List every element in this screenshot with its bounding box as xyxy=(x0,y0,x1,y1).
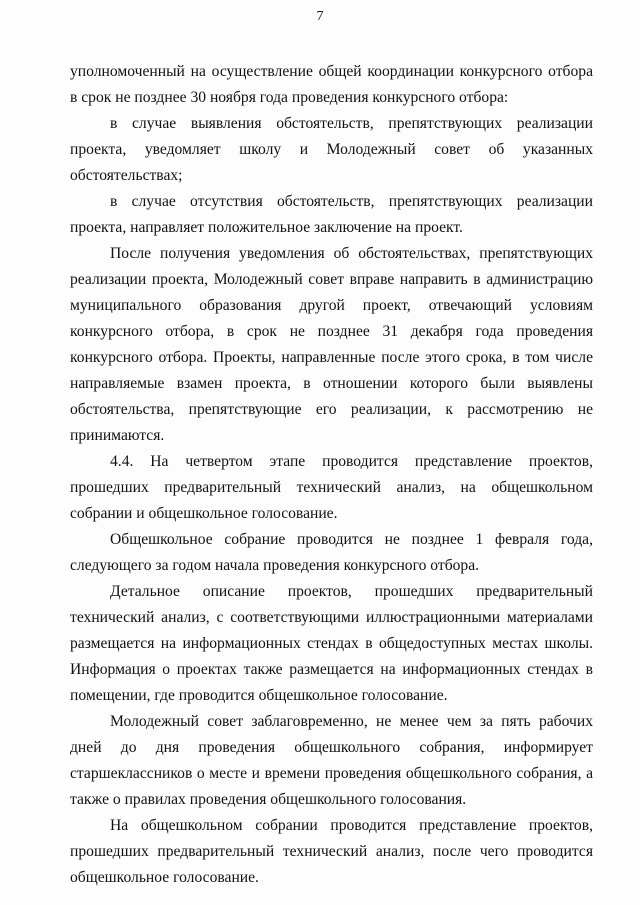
paragraph: в случае отсутствия обстоятельств, препятствующих реализации проекта, направляет положительное заключение на проект. xyxy=(70,193,593,236)
paragraph: После получения уведомления об обстоятельствах, препятствующих реализации проекта, Молодежный совет вправе направить в администрацию муниципального образования другой проект, отвечающий условиям конкурсного отбора, в срок не позднее 31 декабря года проведения конкурсного отбора. Проекты, направленные после этого срока, в том числе направляемые взамен проекта, в отношении которого были выявлены обстоятельства, препятствующие его реализации, к рассмотрению не принимаются. xyxy=(70,245,593,444)
page-number: 7 xyxy=(316,9,324,24)
paragraph: Молодежный совет заблаговременно, не менее чем за пять рабочих дней до дня проведения общешкольного собрания, информирует старшеклассников о месте и времени проведения общешкольного собрания, а также о правилах проведения общешкольного голосования. xyxy=(70,713,593,808)
paragraph: в случае выявления обстоятельств, препятствующих реализации проекта, уведомляет школу и Молодежный совет об указанных обстоятельствах; xyxy=(70,115,593,184)
paragraph: уполномоченный на осуществление общей координации конкурсного отбора в срок не позднее 30 ноября года проведения конкурсного отбора: xyxy=(70,63,593,106)
document-body xyxy=(70,59,593,891)
paragraph: На общешкольном собрании проводится представление проектов, прошедших предварительный технический анализ, после чего проводится общешкольное голосование. xyxy=(70,817,593,886)
section-paragraph-4-4: 4.4. На четвертом этапе проводится представление проектов, прошедших предварительный технический анализ, на общешкольном собрании и общешкольное голосование. xyxy=(70,453,593,522)
paragraph: Детальное описание проектов, прошедших предварительный технический анализ, с соответствующими иллюстрационными материалами размещается на информационных стендах в общедоступных местах школы. Информация о проектах также размещается на информационных стендах в помещении, где проводится общешкольное голосование. xyxy=(70,583,593,704)
paragraph: Общешкольное собрание проводится не позднее 1 февраля года, следующего за годом начала проведения конкурсного отбора. xyxy=(70,531,593,574)
